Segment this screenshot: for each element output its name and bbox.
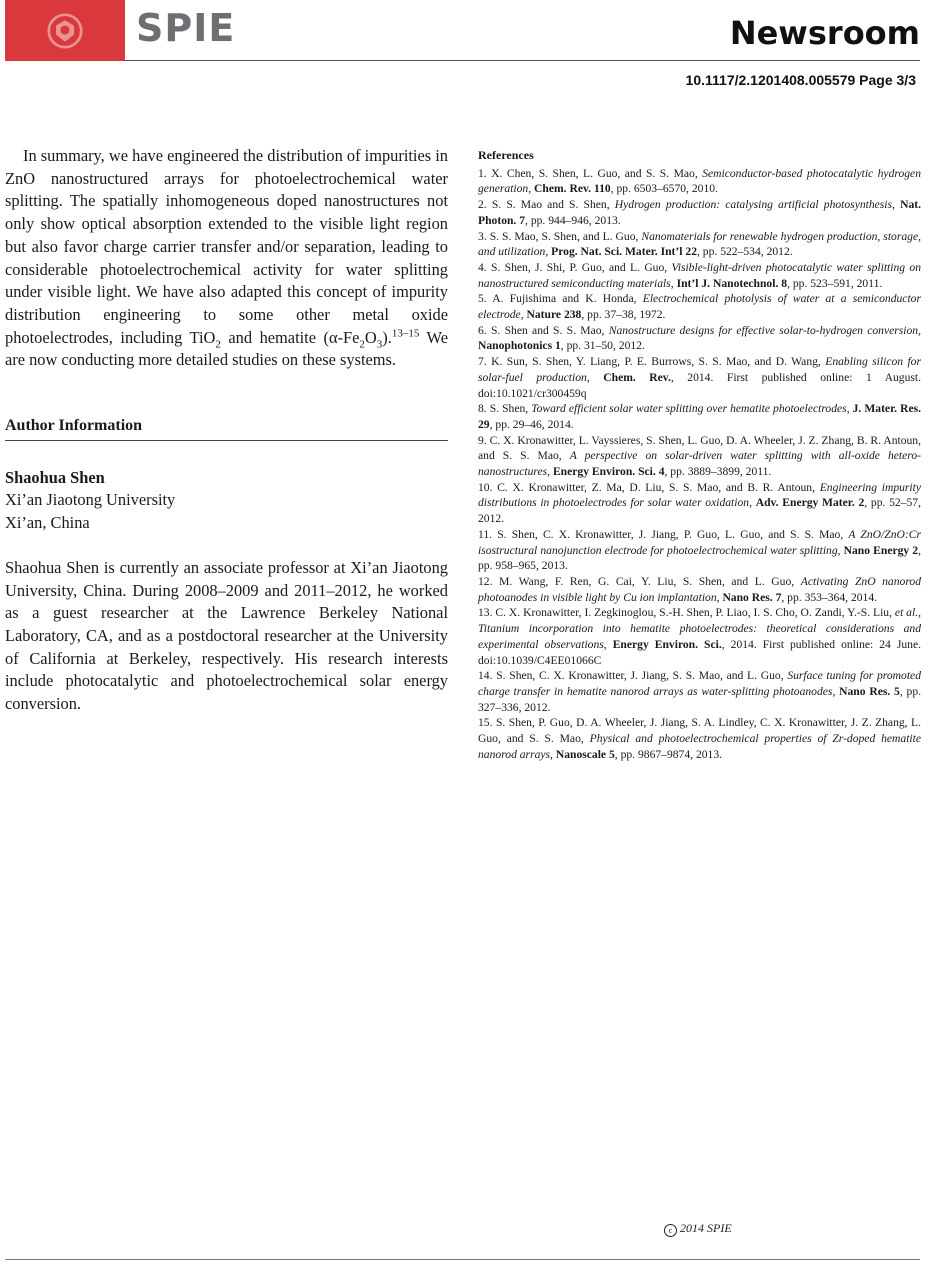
reference-journal: Energy Environ. Sci. 4 <box>552 465 665 479</box>
reference-title: Activating ZnO nanorod photoanodes in visible light by Cu ion implantation <box>478 574 921 604</box>
reference-authors: S. Shen, C. X. Kronawitter, J. Jiang, P. Guo, L. Guo, and S. S. Mao, <box>497 527 844 541</box>
reference-details: , 2014. First published online: 1 August. doi:10.1021/cr300459q <box>478 370 922 400</box>
reference-journal: Chem. Rev. <box>603 370 671 384</box>
reference-item: 9. C. X. Kronawitter, L. Vayssieres, S. Shen, L. Guo, D. A. Wheeler, J. Z. Zhang, B. R. Antoun, and S. S. Mao, A perspective on solar-driven water splitting with all-oxide hetero-nanostructures, Energy Environ. Sci. 4, pp. 3889–3899, 2011. <box>478 433 921 479</box>
reference-title: A perspective on solar-driven water splitting with all-oxide hetero-nanostructures <box>478 449 921 479</box>
o-subscript: 3 <box>376 337 383 350</box>
tio2-subscript: 2 <box>215 337 221 350</box>
spie-logo-box <box>5 0 125 61</box>
reference-number: 5. <box>478 292 487 306</box>
reference-authors: S. Shen, J. Shi, P. Guo, and L. Guo, <box>491 260 668 274</box>
reference-journal: J. Mater. Res. 29 <box>478 402 921 431</box>
reference-journal: Chem. Rev. 110 <box>534 182 611 196</box>
reference-title: Enabling silicon for solar-fuel production <box>478 355 921 384</box>
reference-journal: Nano Res. 7 <box>722 590 782 604</box>
author-block <box>5 467 448 535</box>
reference-number: 14. <box>478 669 493 683</box>
reference-journal: Energy Environ. Sci. <box>612 637 722 651</box>
reference-item: 13. C. X. Kronawitter, I. Zegkinoglou, S.-H. Shen, P. Liao, I. S. Cho, O. Zandi, Y.-S. Liu, et al., Titanium incorporation into hematite photoelectrodes: theoretical considerations and experimental observations, Energy Environ. Sci., 2014. First published online: 24 June. doi:10.1039/C4EE01066C <box>478 606 922 667</box>
reference-title: Surface tuning for promoted charge transfer in hematite nanorod arrays as water-splitting photoanodes <box>478 669 921 698</box>
references-column <box>478 148 921 762</box>
reference-authors: X. Chen, S. Shen, L. Guo, and S. S. Mao, <box>491 166 698 180</box>
reference-title: Semiconductor-based photocatalytic hydrogen generation <box>478 166 921 196</box>
reference-journal: Nano Energy 2 <box>843 543 919 557</box>
reference-number: 15. <box>478 716 493 730</box>
reference-authors: C. X. Kronawitter, L. Vayssieres, S. Shen, L. Guo, D. A. Wheeler, J. Z. Zhang, B. R. Antoun, and S. S. Mao, <box>478 433 921 463</box>
copyright-footer <box>664 1221 732 1237</box>
reference-item: 4. S. Shen, J. Shi, P. Guo, and L. Guo, Visible-light-driven photocatalytic water splitting on nanostructured semiconducting materials, Int’l J. Nanotechnol. 8, pp. 523–591, 2011. <box>478 260 921 290</box>
reference-item: 14. S. Shen, C. X. Kronawitter, J. Jiang, S. S. Mao, and L. Guo, Surface tuning for promoted charge transfer in hematite nanorod arrays as water-splitting photoanodes, Nano Res. 5, pp. 327–336, 2012. <box>478 669 922 714</box>
reference-details: , pp. 353–364, 2014. <box>781 590 878 604</box>
reference-details: , pp. 9867–9874, 2013. <box>614 747 723 761</box>
reference-title: Toward efficient solar water splitting over hematite photoelectrodes <box>531 402 847 416</box>
reference-item: 12. M. Wang, F. Ren, G. Cai, Y. Liu, S. Shen, and L. Guo, Activating ZnO nanorod photoanodes in visible light by Cu ion implantation, Nano Res. 7, pp. 353–364, 2014. <box>478 574 921 604</box>
copyright-icon: c <box>664 1224 677 1237</box>
reference-journal: Nat. Photon. 7 <box>478 198 922 227</box>
reference-authors: S. Shen, P. Guo, D. A. Wheeler, J. Jiang, S. A. Lindley, C. X. Kronawitter, J. Z. Zhang, L. Guo, and S. S. Mao, <box>478 716 921 746</box>
reference-title: Visible-light-driven photocatalytic water splitting on nanostructured semiconducting materials <box>478 260 921 290</box>
reference-authors: S. Shen and S. S. Mao, <box>490 323 605 337</box>
reference-number: 9. <box>478 433 487 447</box>
spie-logo-text: SPIE <box>136 6 236 50</box>
fe-subscript: 2 <box>359 337 365 350</box>
summary-text-end: We are now conducting more detailed studies on these systems. <box>5 327 448 370</box>
reference-title: et al., Titanium incorporation into hematite photoelectrodes: theoretical considerations and experimental observations <box>478 606 922 651</box>
reference-number: 4. <box>478 260 487 274</box>
reference-number: 2. <box>478 198 487 212</box>
reference-title: Nanomaterials for renewable hydrogen production, storage, and utilization <box>478 229 921 259</box>
reference-journal: Nano Res. 5 <box>839 684 900 698</box>
author-information-heading: Author Information <box>5 415 448 441</box>
doi-page-reference: 10.1117/2.1201408.005579 Page 3/3 <box>685 72 916 88</box>
reference-title: Electrochemical photolysis of water at a semiconductor electrode <box>478 292 921 322</box>
reference-authors: S. S. Mao, S. Shen, and L. Guo, <box>489 229 639 243</box>
reference-details: , pp. 522–534, 2012. <box>697 245 793 259</box>
reference-authors: C. X. Kronawitter, Z. Ma, D. Liu, S. S. Mao, and B. R. Antoun, <box>497 480 816 494</box>
reference-item: 15. S. Shen, P. Guo, D. A. Wheeler, J. Jiang, S. A. Lindley, C. X. Kronawitter, J. Z. Zhang, L. Guo, and S. S. Mao, Physical and photoelectrochemical properties of Zr-doped hematite nanorod arrays, Nanoscale 5, pp. 9867–9874, 2013. <box>478 716 921 761</box>
reference-title: Hydrogen production: catalysing artificial photosynthesis <box>614 198 893 212</box>
reference-authors: M. Wang, F. Ren, G. Cai, Y. Liu, S. Shen, and L. Guo, <box>499 574 795 588</box>
reference-item: 3. S. S. Mao, S. Shen, and L. Guo, Nanomaterials for renewable hydrogen production, storage, and utilization, Prog. Nat. Sci. Mater. Int’l 22, pp. 522–534, 2012. <box>478 229 921 259</box>
summary-paragraph <box>5 145 448 372</box>
reference-number: 12. <box>478 574 493 588</box>
reference-item: 8. S. Shen, Toward efficient solar water splitting over hematite photoelectrodes, J. Mater. Res. 29, pp. 29–46, 2014. <box>478 402 921 431</box>
reference-number: 10. <box>478 480 493 494</box>
reference-details: , 2014. First published online: 24 June. doi:10.1039/C4EE01066C <box>478 637 922 667</box>
summary-text-close: ). <box>382 327 392 347</box>
reference-journal: Adv. Energy Mater. 2 <box>755 496 865 510</box>
footer-rule <box>5 1259 920 1260</box>
reference-details: , pp. 327–336, 2012. <box>478 684 922 714</box>
reference-details: , pp. 6503–6570, 2010. <box>610 182 718 196</box>
author-location: Xi’an, China <box>5 513 90 533</box>
reference-number: 1. <box>478 166 487 180</box>
reference-authors: C. X. Kronawitter, I. Zegkinoglou, S.-H. Shen, P. Liao, I. S. Cho, O. Zandi, Y.-S. Liu, <box>495 606 893 620</box>
author-name: Shaohua Shen <box>5 467 105 487</box>
author-bio: Shaohua Shen is currently an associate professor at Xi’an Jiaotong University, China. During 2008–2009 and 2011–2012, he worked as a guest researcher at the Lawrence Berkeley National Laboratory, CA, and as a postdoctoral researcher at the University of California at Berkeley, respectively. His research interests include photocatalytic and photoelectrochemical solar energy conversion. <box>5 557 448 714</box>
reference-journal: Nature 238 <box>526 308 582 322</box>
reference-details: , pp. 52–57, 2012. <box>478 496 921 526</box>
reference-item: 11. S. Shen, C. X. Kronawitter, J. Jiang, P. Guo, L. Guo, and S. S. Mao, A ZnO/ZnO:Cr isostructural nanojunction electrode for photoelectrochemical water splitting, Nano Energy 2, pp. 958–965, 2013. <box>478 527 921 573</box>
summary-text: In summary, we have engineered the distribution of impurities in ZnO nanostructured arrays for photoelectrochemical water splitting. The spatially inhomogeneous doped nanostructures not only show optical absorption extended to the visible light region but also favor charge carrier transfer and/or separation, leading to considerable photoelectrochemical activity for water splitting under visible light. We have also adapted this concept of impurity distribution engineering to some other metal oxide photoelectrodes, including TiO <box>5 146 448 347</box>
reference-authors: K. Sun, S. Shen, Y. Liang, P. E. Burrows, S. S. Mao, and D. Wang, <box>491 355 821 369</box>
citation-superscript: 13–15 <box>391 327 420 340</box>
reference-details: , pp. 3889–3899, 2011. <box>664 465 772 479</box>
reference-number: 3. <box>478 229 487 243</box>
reference-journal: Prog. Nat. Sci. Mater. Int’l 22 <box>551 245 697 259</box>
reference-number: 13. <box>478 606 493 620</box>
reference-details: , pp. 523–591, 2011. <box>787 276 883 290</box>
reference-number: 8. <box>478 402 487 416</box>
references-list <box>478 166 921 763</box>
reference-title: Physical and photoelectrochemical properties of Zr-doped hematite nanorod arrays <box>478 732 921 761</box>
reference-item: 6. S. Shen and S. S. Mao, Nanostructure designs for effective solar-to-hydrogen conversion, Nanophotonics 1, pp. 31–50, 2012. <box>478 323 922 353</box>
reference-title: Nanostructure designs for effective solar-to-hydrogen conversion <box>608 323 919 337</box>
newsroom-title: Newsroom <box>729 14 920 52</box>
reference-authors: S. Shen, <box>489 402 529 416</box>
reference-details: , pp. 29–46, 2014. <box>489 417 574 431</box>
reference-number: 6. <box>478 323 487 337</box>
reference-title: A ZnO/ZnO:Cr isostructural nanojunction electrode for photoelectrochemical water splitting <box>478 527 921 557</box>
reference-journal: Int’l J. Nanotechnol. 8 <box>676 276 788 290</box>
copyright-text: 2014 SPIE <box>680 1221 732 1235</box>
reference-item: 7. K. Sun, S. Shen, Y. Liang, P. E. Burrows, S. S. Mao, and D. Wang, Enabling silicon for solar-fuel production, Chem. Rev., 2014. First published online: 1 August. doi:10.1021/cr300459q <box>478 355 922 400</box>
reference-authors: S. Shen, C. X. Kronawitter, J. Jiang, S. S. Mao, and L. Guo, <box>496 669 784 683</box>
main-text-column <box>5 145 448 716</box>
reference-item: 1. X. Chen, S. Shen, L. Guo, and S. S. Mao, Semiconductor-based photocatalytic hydrogen generation, Chem. Rev. 110, pp. 6503–6570, 2010. <box>478 166 921 196</box>
reference-number: 11. <box>478 527 493 541</box>
reference-authors: A. Fujishima and K. Honda, <box>492 292 637 306</box>
reference-details: , pp. 31–50, 2012. <box>560 339 645 353</box>
reference-details: , pp. 944–946, 2013. <box>525 213 621 227</box>
reference-item: 5. A. Fujishima and K. Honda, Electrochemical photolysis of water at a semiconductor electrode, Nature 238, pp. 37–38, 1972. <box>478 292 921 322</box>
reference-item: 10. C. X. Kronawitter, Z. Ma, D. Liu, S. S. Mao, and B. R. Antoun, Engineering impurity distributions in photoelectrodes for solar water oxidation, Adv. Energy Mater. 2, pp. 52–57, 2012. <box>478 480 922 526</box>
reference-item: 2. S. S. Mao and S. Shen, Hydrogen production: catalysing artificial photosynthesis, Nat. Photon. 7, pp. 944–946, 2013. <box>478 198 922 227</box>
summary-text-o: O <box>364 327 377 347</box>
reference-journal: Nanophotonics 1 <box>478 339 561 353</box>
reference-authors: S. S. Mao and S. Shen, <box>491 198 610 212</box>
references-heading: References <box>478 148 534 162</box>
reference-details: , pp. 37–38, 1972. <box>581 308 666 322</box>
header-rule <box>125 60 920 61</box>
reference-title: Engineering impurity distributions in photoelectrodes for solar water oxidation <box>478 480 922 510</box>
spie-seal-icon <box>47 13 83 49</box>
reference-journal: Nanoscale 5 <box>555 747 615 761</box>
author-affiliation: Xi’an Jiaotong University <box>5 490 176 510</box>
reference-details: , pp. 958–965, 2013. <box>478 543 921 573</box>
reference-number: 7. <box>478 355 487 369</box>
summary-text-hematite: and hematite (α-Fe <box>220 327 360 347</box>
